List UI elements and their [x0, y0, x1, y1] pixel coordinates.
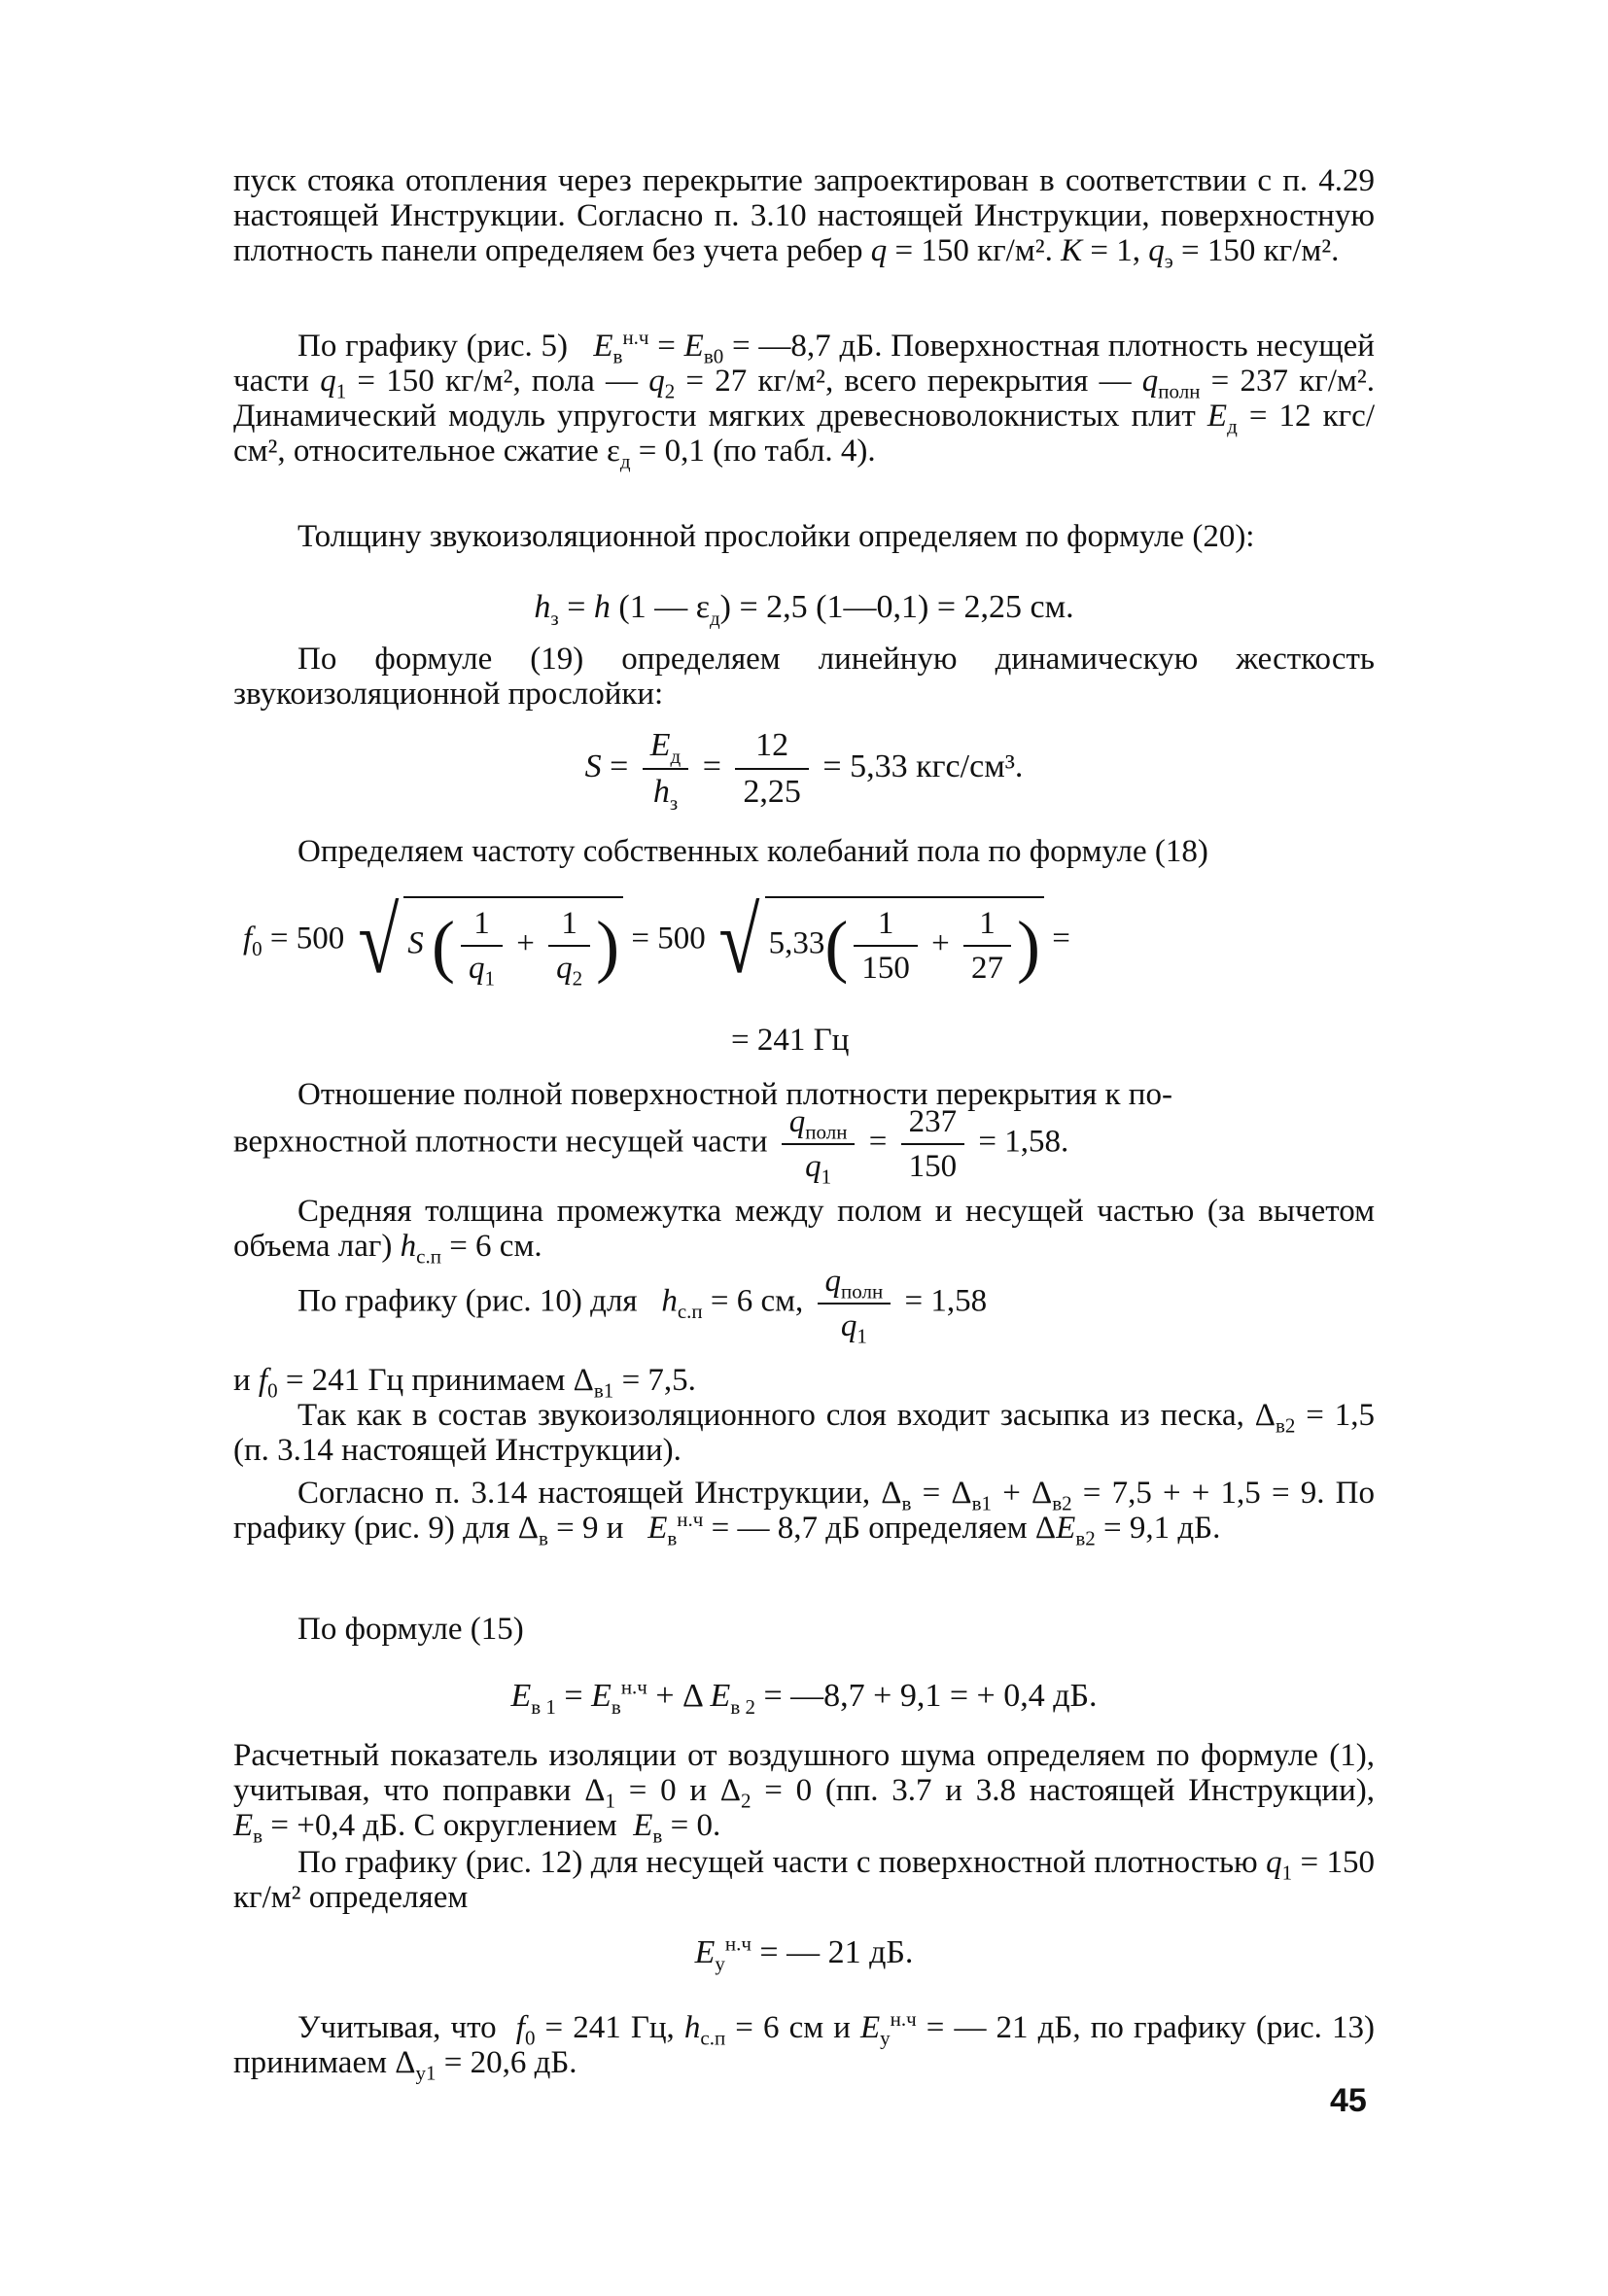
paragraph-11: Согласно п. 3.14 настоящей Инструкции, $\Delta_в = \Delta_{в1} + \Delta_{в2} = 7,5$ + + 1,5 = 9. По графику (рис. 9) для $\Delta_в = 9$ и $E_в^{н.ч}$ = — 8,7 дБ определяем $\Delta E_{в2} = 9,1$ дБ. [233, 1476, 1375, 1550]
paragraph-5: Определяем частоту собственных колебаний пола по формуле (18) [297, 834, 1208, 869]
paragraph-12: По формуле (15) [297, 1612, 524, 1647]
paragraph-1: пуск стояка отопления через перекрытие запроектирован в соответствии с п. 4.29 настоящей Инструкции. Согласно п. 3.10 настоящей Инструкции, поверхностную плотность панели определяем без учета ребер q = 150 кг/м². K = 1, $q_э = 150$ кг/м². [233, 163, 1375, 273]
formula-20: $h_з = h$ (1 — $\varepsilon_д) = 2,5$ (1—0,1) = 2,25 см. [534, 589, 1074, 630]
paragraph-8: По графику (рис. 10) для $h_{с.п} = 6$ см, $\frac{q_{полн}}{q_1}$ = 1,58 [297, 1264, 988, 1348]
paragraph-10: Так как в состав звукоизоляционного слоя входит засыпка из песка, $\Delta_{в2} = 1,5$ (п. 3.14 настоящей Инструкции). [233, 1398, 1375, 1468]
page-number: 45 [1330, 2082, 1367, 2119]
formula-18: $f_0 = 500$ √ S ( $\frac{1}{q_1}$ + $\frac{1}{q_2}$ ) = 500 √ 5,33( $\frac{1}{150}$ + $\frac{1}{27}$ ) = [243, 888, 1070, 992]
paragraph-13: Расчетный показатель изоляции от воздушного шума определяем по формуле (1), учитывая, что поправки $\Delta_1 = 0$ и $\Delta_2 = 0$ (пп. 3.7 и 3.8 настоящей Инструкции), $E_в = +0,4$ дБ. С округлением $E_в = 0$. [233, 1738, 1375, 1848]
paragraph-6: Отношение полной поверхностной плотности перекрытия к по- [297, 1077, 1172, 1112]
paragraph-14: По графику (рис. 12) для несущей части с поверхностной плотностью $q_1 = 150$ кг/м² определяем [233, 1845, 1375, 1915]
formula-19: S = $\frac{E_д}{h_з}$ = $\frac{12}{2,25}$ = 5,33 кгс/см³. [584, 727, 1024, 815]
paragraph-15: Учитывая, что $f_0 = 241$ Гц, $h_{с.п} = 6$ см и $E_у^{н.ч}$ = — 21 дБ, по графику (рис. 13) принимаем $\Delta_{у1} = 20,6$ дБ. [233, 2007, 1375, 2085]
formula-18-result: = 241 Гц [731, 1023, 850, 1058]
formula-ey: $E_у^{н.ч}$ = — 21 дБ. [694, 1931, 914, 1975]
paragraph-3: Толщину звукоизоляционной прослойки определяем по формуле (20): [297, 519, 1255, 554]
paragraph-4: По формуле (19) определяем линейную динамическую жесткость звукоизоляционной прослойки: [233, 642, 1375, 712]
formula-15: $E_{в 1} = E_в^{н.ч} + \Delta$ $E_{в 2}$ = —8,7 + 9,1 = + 0,4 дБ. [510, 1675, 1098, 1719]
paragraph-6-cont: верхностной плотности несущей части $\frac{q_{полн}}{q_1}$ = $\frac{237}{150}$ = 1,58. [233, 1104, 1069, 1189]
paragraph-2: По графику (рис. 5) $E_в^{н.ч} = E_{в0}$ = —8,7 дБ. Поверхностная плотность несущей части $q_1 = 150$ кг/м², пола — $q_2 = 27$ кг/м², всего перекрытия — $q_{полн} = 237$ кг/м². Динамический модуль упругости мягких древесноволокнистых плит $E_д = 12$ кгс/см², относительное сжатие $\varepsilon_д = 0,1$ (по табл. 4). [233, 326, 1375, 473]
paragraph-9: и $f_0 = 241$ Гц принимаем $\Delta_{в1} = 7,5$. [233, 1363, 696, 1403]
paragraph-7: Средняя толщина промежутка между полом и несущей частью (за вычетом объема лаг) $h_{с.п} = 6$ см. [233, 1194, 1375, 1269]
